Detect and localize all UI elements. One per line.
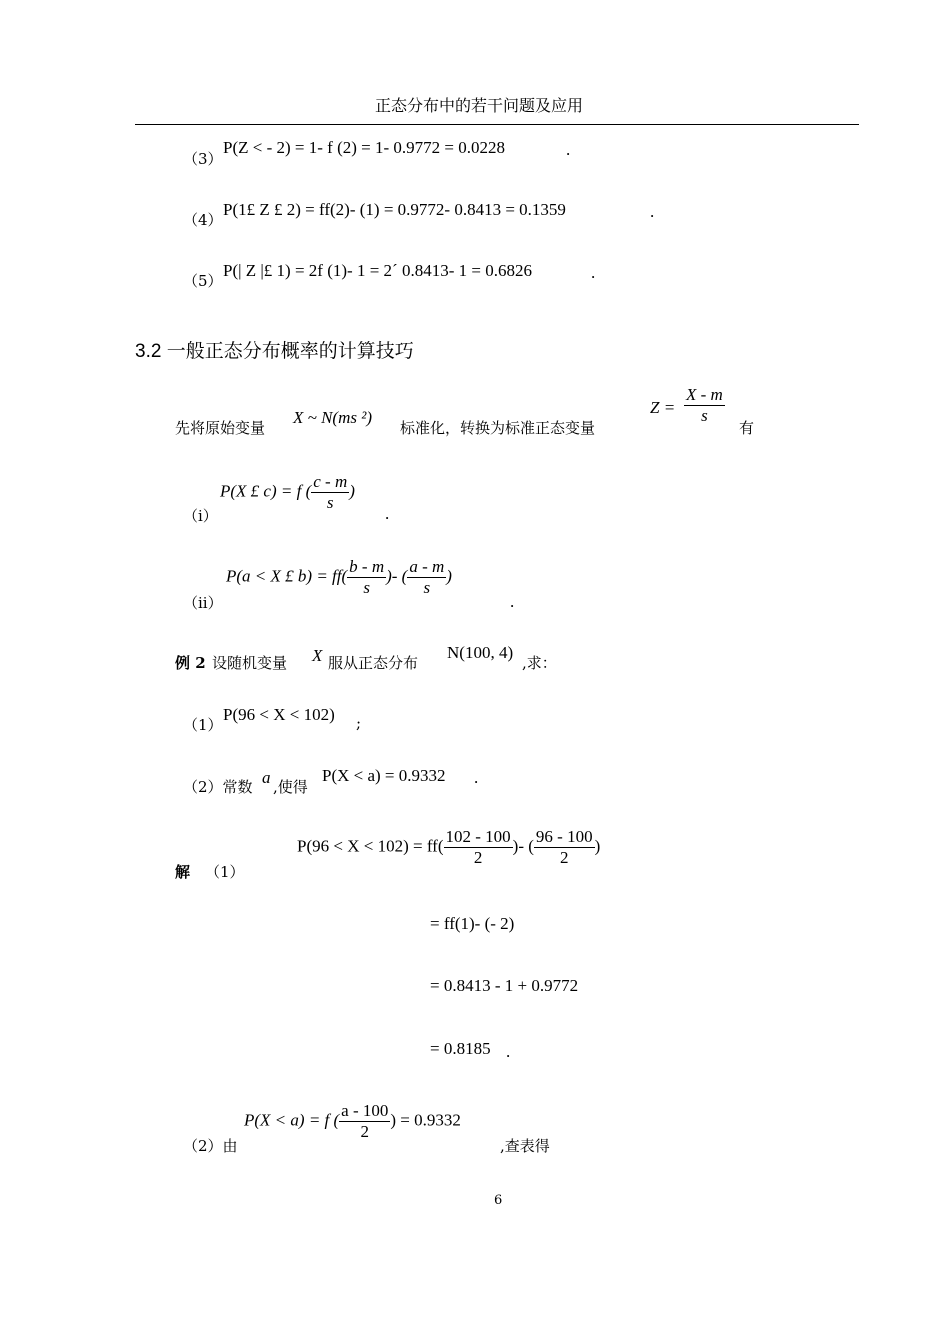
solution-line-1-numerator-1: 102 - 100 [445, 827, 511, 846]
example-text-3: ,求： [522, 654, 557, 672]
rule-ii-mid: )- ( [386, 566, 408, 586]
rule-ii-denominator-1: s [363, 578, 370, 597]
rule-i-rhs: ) [349, 481, 355, 501]
rule-ii-formula [226, 557, 452, 598]
item-3-formula: P(Z < - 2) = 1- f (2) = 1- 0.9772 = 0.0228 [223, 138, 505, 157]
rule-ii-lhs: P(a < X £ b) = ff( [226, 566, 348, 586]
question-1-formula: P(96 < X < 102) [223, 705, 335, 724]
question-1-label: （1） [183, 716, 223, 734]
rule-i-formula [220, 472, 355, 513]
rule-i-period: . [385, 504, 390, 523]
item-5-period: . [591, 263, 596, 282]
solution-line-4: = 0.8185 [430, 1039, 491, 1058]
rule-ii-numerator-2: a - m [409, 557, 445, 576]
intro-post: 有 [739, 419, 755, 437]
rule-ii-label: （ii） [183, 594, 223, 612]
item-3-label: （3） [183, 150, 223, 168]
solution-part-2-post: ,查表得 [500, 1137, 550, 1155]
solution-line-2: = ff(1)- (- 2) [430, 914, 515, 933]
rule-ii-numerator-1: b - m [349, 557, 385, 576]
question-1-end: ; [356, 714, 362, 732]
item-4-period: . [650, 202, 655, 221]
example-distribution: N(100, 4) [447, 643, 514, 662]
solution-line-1-lhs: P(96 < X < 102) = ff( [297, 836, 444, 856]
rule-ii-rhs: ) [446, 566, 452, 586]
solution-part-2-formula [244, 1101, 461, 1142]
section-heading: 3.2 一般正态分布概率的计算技巧 [135, 341, 414, 362]
intro-mid: 标准化，转换为标准正态变量 [400, 419, 596, 437]
rule-ii-denominator-2: s [423, 578, 431, 597]
z-fraction [684, 385, 725, 426]
solution-line-1 [297, 827, 600, 868]
question-2-formula: P(X < a) = 0.9332 [322, 766, 446, 785]
rule-i-lhs: P(X £ c) = f ( [220, 481, 312, 501]
solution-part-2-lhs: P(X < a) = f ( [244, 1110, 340, 1130]
item-4-formula: P(1£ Z £ 2) = ff(2)- (1) = 0.9772- 0.8413 = 0.1359 [223, 200, 566, 219]
solution-part-2-numerator: a - 100 [341, 1101, 389, 1120]
item-5-label: （5） [183, 272, 223, 290]
example-variable: X [312, 646, 323, 665]
example-text-2: 服从正态分布 [328, 654, 419, 672]
solution-label: 解 [175, 863, 191, 881]
solution-line-3: = 0.8413 - 1 + 0.9772 [430, 976, 579, 995]
solution-line-1-numerator-2: 96 - 100 [535, 827, 593, 846]
solution-line-1-denominator-1: 2 [473, 848, 483, 867]
rule-i-label: （i） [183, 507, 218, 525]
question-2-label: （2）常数 [183, 778, 253, 796]
z-denominator: s [701, 406, 708, 425]
z-lhs: Z = [650, 398, 676, 417]
question-2-variable: a [262, 768, 271, 787]
example-text-1: 设随机变量 [212, 654, 288, 672]
item-3-period: . [566, 140, 571, 159]
solution-part-2-label: （2）由 [183, 1137, 238, 1155]
solution-line-4-period: . [506, 1042, 511, 1061]
intro-variable: X ~ N(ms ²) [293, 408, 372, 427]
solution-line-1-denominator-2: 2 [559, 848, 569, 867]
solution-part-2-rhs: ) = 0.9332 [390, 1110, 461, 1130]
page-number: 6 [494, 1193, 503, 1208]
example-title: 例 2 [175, 654, 206, 672]
solution-part-2-denominator: 2 [360, 1122, 370, 1141]
question-2-text: ,使得 [273, 778, 308, 796]
rule-i-denominator: s [326, 493, 334, 512]
rule-ii-period: . [510, 592, 515, 611]
solution-part-1-label: （1） [205, 863, 245, 881]
rule-i-numerator: c - m [313, 472, 348, 491]
solution-line-1-rhs: ) [594, 836, 601, 856]
question-2-period: . [474, 768, 479, 787]
header-rule [135, 124, 859, 125]
solution-line-1-mid: )- ( [512, 836, 534, 856]
item-4-label: （4） [183, 211, 223, 229]
item-5-formula: P(| Z |£ 1) = 2f (1)- 1 = 2´ 0.8413- 1 = 0.6826 [223, 261, 532, 280]
page-header-title: 正态分布中的若干问题及应用 [375, 96, 584, 115]
intro-pre: 先将原始变量 [175, 419, 266, 437]
z-numerator: X - m [686, 385, 723, 404]
